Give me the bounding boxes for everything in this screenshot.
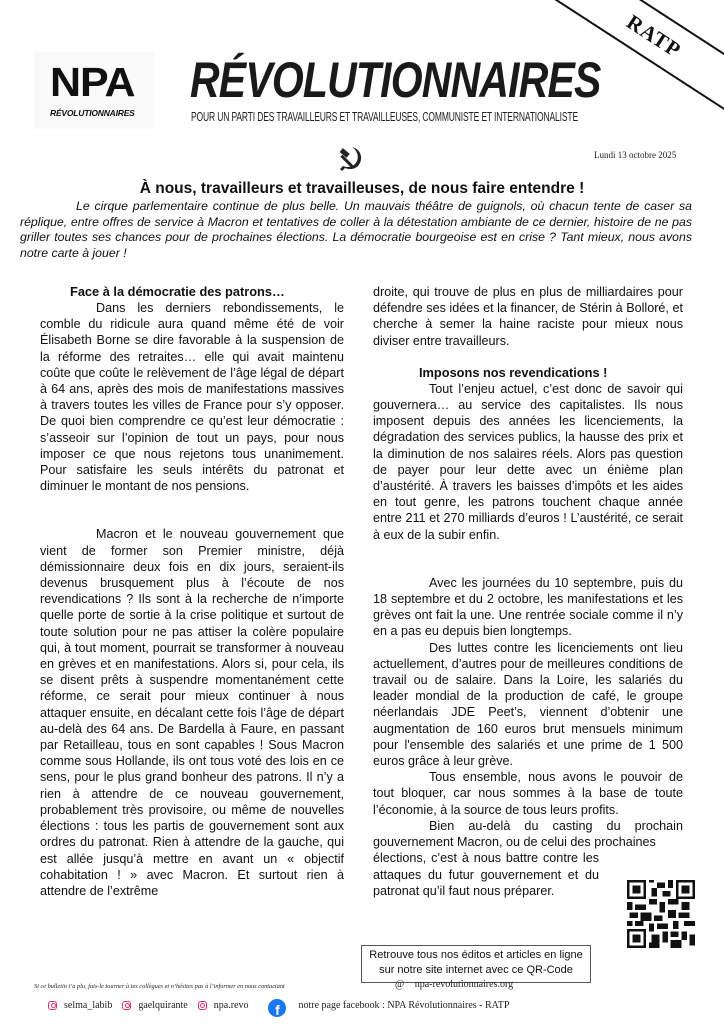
website-url[interactable]: npa-revolutionnaires.org [414,979,514,990]
paragraph: Dans les derniers rebondissements, le comble du ridicule aura quand même été de voir Élisabeth Borne se dire favorable à la suspension de la réforme des retraites… elle qui avait maintenu coûte que coûte le relèvement de l’âge légal de départ à 64 ans, après des mois de manifestations massives à travers toutes les villes de France pour s’y opposer. De quoi bien comprendre ce qu’est leur démocratie : s’asseoir sur l’opinion de tout un pays, pour nous imposer ce que nous rejetons tous unanimement. Pour satisfaire les seuls intérêts du patronat et diminuer le montant de nos pensions. [40,301,344,494]
right-column [373,284,683,899]
instagram-handle[interactable]: npa.revo [213,999,249,1011]
paragraph: Bien au-delà du casting du prochain gouvernement Macron, ou de celui des prochaines [373,818,683,850]
qr-caption-line: Retrouve tous nos éditos et articles en ligne [369,949,583,961]
issue-date: Lundi 13 octobre 2025 [594,150,677,160]
instagram-link[interactable] [198,1000,249,1011]
instagram-icon [48,1001,57,1010]
qr-caption-box [361,945,591,983]
footer-note: Si ce bulletin t’a plu, fais-le tourner à tes collègues et n’hésites pas à l’informer en nous contactant [34,983,285,990]
instagram-handle[interactable]: gaelquirante [138,999,188,1011]
social-links [48,993,509,1017]
npa-logo [34,52,154,130]
paragraph: Des luttes contre les licenciements ont lieu actuellement, d’autres pour de meilleures conditions de travail ou de salaire. Dans la Loire, les salariés du leader mondial de la production de café, le groupe néerlandais JDE Peet’s, viennent d’obtenir une augmentation de 160 euros brut mensuels minimum pour l'ensemble des salariés et une prime de 1 500 euros grâce à leur grève. [373,640,683,769]
logo-subtitle: RÉVOLUTIONNAIRES [50,108,135,118]
paragraph: Macron et le nouveau gouvernement que vient de former son Premier ministre, déjà démissionnaire deux fois en dix jours, seraient-ils devenus brusquement plus à l’écoute de nos revendications ? Ils sont à la recherche de n’importe quelle porte de sortie à la crise politique et surtout de toute solution pour ne pas attiser la colère populaire qui, à tout moment, pourrait se transformer à nouveau en grèves et en manifestations. Alors si, pour cela, ils se disent prêts à suspendre momentanément cette réforme, ce serait pour mieux continuer à nous attaquer ensuite, en décalant cette fois l’âge de départ au-delà des 64 ans. De Bardella à Faure, en passant par Retailleau, tous en sont capables ! Sous Macron comme sous Hollande, ils ont tous voté des lois en ce sens, pour le plus grand bonheur des patrons. Il n’y a rien à attendre de ce nouveau gouvernement, probablement très provisoire, ou même de nouvelles élections : tous les partis de gouvernement sont aux ordres du patronat. Rien à attendre de la gauche, qui est allée jusqu’à mettre en avant un « objectif cohabitation ! » avec Macron. Et surtout rien à attendre de l’extrême [40,527,344,898]
masthead-title: RÉVOLUTIONNAIRES [190,52,601,108]
instagram-handle[interactable]: selma_labib [64,999,113,1011]
qr-code-icon[interactable] [627,880,695,948]
hammer-and-sickle-icon [334,143,366,175]
paragraph-continuation: droite, qui trouve de plus en plus de milliardaires pour défendre ses idées et la financer, de Stérin à Bolloré, et cherche à semer la haine raciste pour mieux nous diviser entre travailleurs. [373,285,683,348]
section-heading: Face à la démocratie des patrons… [70,284,285,299]
logo-npa-text: NPA [50,59,135,105]
instagram-link[interactable] [48,1000,112,1011]
facebook-icon: f [268,999,286,1017]
paragraph: élections, c’est à nous battre contre les attaques du futur gouvernement et du patronat qu’il faut nous préparer. [373,851,599,898]
instagram-icon [198,1001,207,1010]
masthead-tagline: POUR UN PARTI DES TRAVAILLEURS ET TRAVAILLEUSES, COMMUNISTE ET INTERNATIONALISTE [191,110,578,124]
paragraph: Tous ensemble, nous avons le pouvoir de tout bloquer, car nous sommes à la base de toute l’économie, à la source de tous leurs profits. [373,770,683,817]
instagram-icon [122,1001,131,1010]
website-link[interactable] [395,979,513,990]
instagram-link[interactable] [122,1000,187,1011]
paragraph: Avec les journées du 10 septembre, puis du 18 septembre et du 2 octobre, les manifestations et les grèves ont fait la une. Une rentrée sociale comme il n’y en a pas eu depuis bien longtemps. [373,575,683,639]
article-title: À nous, travailleurs et travailleuses, de nous faire entendre ! [139,180,585,197]
at-icon: @ [395,979,405,990]
corner-banner-label: RATP [622,9,686,63]
section-heading: Imposons nos revendications ! [419,364,608,380]
facebook-link[interactable]: notre page facebook : NPA Révolutionnaires - RATP [298,999,510,1011]
paragraph: Tout l’enjeu actuel, c’est donc de savoir qui gouvernera… au service des capitalistes. Ils nous imposent depuis des années les licenciements, la dégradation des services publics, la hausse des prix et la diminution de nos salaires réels. Alors pas question de payer pour leur dette avec un énième plan d’austérité. À travers les baisses d’impôts et les aides en tout genre, les patrons touchent chaque année entre 211 et 270 milliards d’euros ! L’austérité, ce serait à eux de la subir enfin. [373,381,683,542]
qr-caption-line: sur notre site internet avec ce QR-Code [379,964,573,976]
article-lead: Le cirque parlementaire continue de plus belle. Un mauvais théâtre de guignols, où chacun tente de caser sa réplique, entre offres de service à Macron et tentatives de coller à la détestation ambiante de ce dernier, histoire de ne pas griller toutes ses chances pour de prochaines élections. La démocratie bourgeoise est en crise ? Tant mieux, nous avons notre carte à jouer ! [20,199,692,260]
left-column [40,284,344,899]
